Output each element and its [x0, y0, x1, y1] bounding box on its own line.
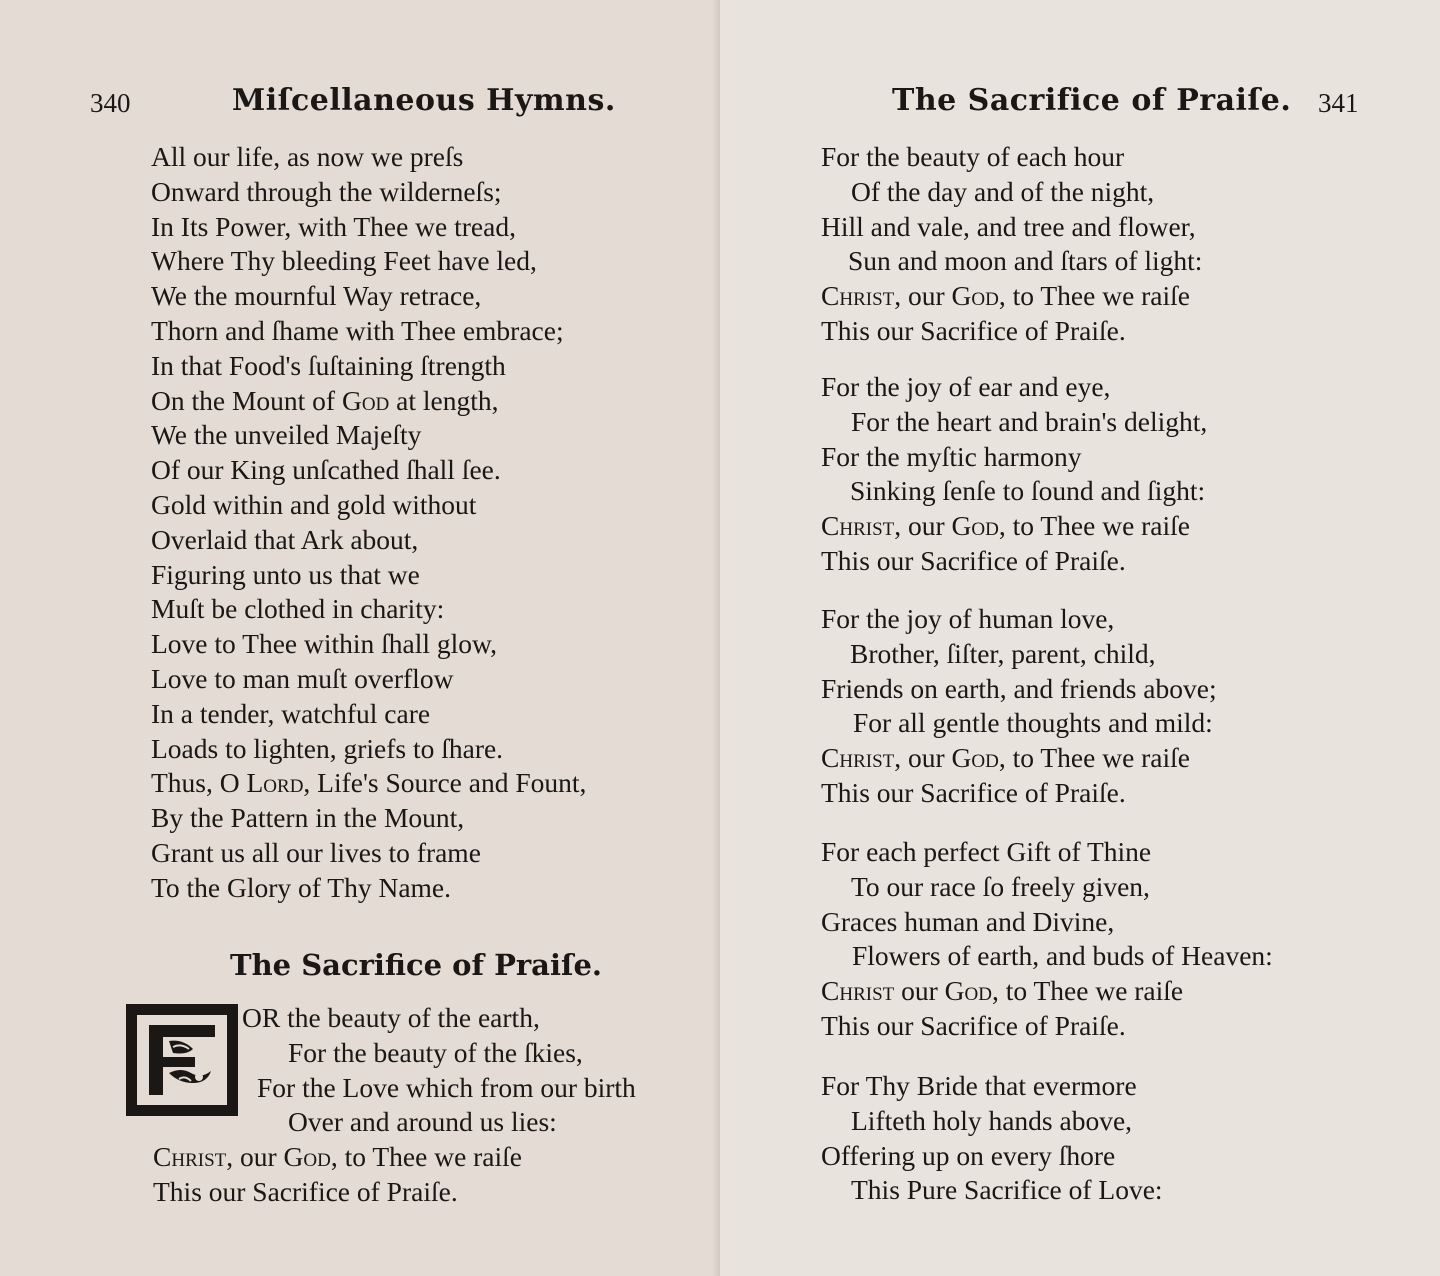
poem-line [151, 766, 586, 801]
divine-name-christ: Christ [821, 742, 895, 774]
poem-line: Of the day and of the night, [851, 175, 1155, 207]
opening-stanza-head [242, 1001, 636, 1140]
poem-line: Loads to lighten, griefs to ſhare. [151, 732, 504, 764]
poem-line: We the mournful Way retrace, [151, 280, 482, 312]
poem-line: Sinking ſenſe to ſound and ſight: [850, 475, 1206, 507]
refrain-line [821, 509, 1207, 544]
right-page [720, 0, 1440, 1276]
opening-refrain [153, 1140, 522, 1210]
divine-name-god: God [951, 742, 999, 774]
poem-line: For each perfect Gift of Thine [821, 836, 1152, 867]
poem-line [151, 384, 586, 419]
poem-line: Overlaid that Ark about, [151, 523, 419, 555]
divine-name-god: God [951, 510, 999, 542]
refrain-line [821, 974, 1273, 1009]
page-number: 340 [90, 88, 131, 118]
poem-line: In that Food's ſuſtaining ſtrength [151, 349, 506, 381]
poem-line: In a tender, watchful care [151, 697, 431, 729]
refrain-text: , to Thee we raiſe [991, 975, 1184, 1007]
poem-line: For the myſtic harmony [821, 440, 1082, 472]
poem-continuation [151, 140, 586, 906]
poem-line: We the unveiled Majeſty [151, 419, 422, 451]
divine-name-christ: Christ [821, 975, 895, 1007]
poem-line: For the joy of ear and eye, [821, 371, 1111, 402]
poem-line: Graces human and Divine, [821, 905, 1115, 937]
poem-line: Lifteth holy hands above, [851, 1104, 1133, 1136]
divine-name-christ: Christ [153, 1141, 227, 1172]
poem-line: Flowers of earth, and buds of Heaven: [852, 940, 1273, 972]
stanza [821, 370, 1207, 579]
refrain-text: , to Thee we raiſe [330, 1141, 523, 1172]
poem-line: For the joy of human love, [821, 603, 1115, 634]
divine-name-god: God [951, 280, 999, 312]
poem-line: Where Thy bleeding Feet have led, [151, 245, 537, 277]
stanza [821, 1069, 1163, 1208]
refrain-line: This our Sacrifice of Praiſe. [821, 1009, 1126, 1041]
stanza [821, 602, 1217, 811]
poem-line-text: On the Mount of [151, 384, 336, 416]
poem-line: Hill and vale, and tree and flower, [821, 210, 1196, 242]
refrain-text: , our [894, 742, 952, 774]
refrain-line: This our Sacrifice of Praiſe. [821, 314, 1126, 346]
poem-line-tail: , Life's Source and Fount, [303, 767, 587, 799]
stanza [821, 835, 1273, 1044]
refrain-text: , to Thee we raiſe [998, 280, 1191, 312]
poem-line: Friends on earth, and friends above; [821, 672, 1217, 704]
poem-line: Sun and moon and ſtars of light: [848, 245, 1203, 277]
refrain-text: , our [894, 510, 952, 542]
poem-line: Figuring unto us that we [151, 558, 420, 590]
poem-line: For Thy Bride that evermore [821, 1070, 1137, 1101]
poem-line: This Pure Sacrifice of Love: [851, 1174, 1163, 1206]
poem-line: Love to Thee within ſhall glow, [151, 628, 497, 660]
refrain-text: , to Thee we raiſe [998, 510, 1191, 542]
drop-cap-letter-f [139, 1017, 225, 1103]
poem-line: In Its Power, with Thee we tread, [151, 210, 516, 242]
poem-line: For the heart and brain's delight, [851, 405, 1208, 437]
poem-line: Of our King unſcathed ſhall ſee. [151, 454, 501, 486]
refrain-text: , our [894, 280, 952, 312]
poem-line: Gold within and gold without [151, 488, 477, 520]
running-head: Miſcellaneous Hymns. [232, 83, 616, 118]
divine-name-god: God [283, 1141, 331, 1172]
poem-line: OR the beauty of the earth, [242, 1002, 540, 1033]
poem-line: Love to man muſt overflow [151, 662, 454, 694]
refrain-line [821, 279, 1202, 314]
refrain-line: This our Sacrifice of Praiſe. [153, 1175, 458, 1207]
divine-name-god: God [341, 384, 390, 416]
refrain-text: , to Thee we raiſe [998, 742, 1191, 774]
poem-line: Grant us all our lives to frame [151, 836, 481, 868]
refrain-line [821, 741, 1217, 776]
poem-line: Offering up on every ſhore [821, 1139, 1116, 1171]
poem-line-text: Thus, O [151, 767, 240, 799]
refrain-line: This our Sacrifice of Praiſe. [821, 544, 1126, 576]
poem-line: To our race ſo freely given, [851, 870, 1150, 902]
poem-line: Thorn and ſhame with Thee embrace; [151, 314, 564, 346]
stanza [821, 140, 1202, 349]
poem-line: Brother, ſiſter, parent, child, [850, 637, 1156, 669]
poem-line: All our life, as now we preſs [151, 141, 464, 172]
poem-line: By the Pattern in the Mount, [151, 802, 465, 834]
poem-line: For the beauty of each hour [821, 141, 1125, 172]
divine-name-lord: Lord [246, 767, 304, 799]
poem-line: For all gentle thoughts and mild: [853, 707, 1213, 739]
page-number: 341 [1318, 88, 1359, 118]
refrain-text: our [894, 975, 945, 1007]
poem-line: For the beauty of the ſkies, [288, 1036, 583, 1068]
poem-line: Onward through the wilderneſs; [151, 175, 502, 207]
refrain-line: This our Sacrifice of Praiſe. [821, 776, 1126, 808]
divine-name-god: God [944, 975, 992, 1007]
poem-line-tail: at length, [389, 384, 499, 416]
divine-name-christ: Christ [821, 280, 895, 312]
poem-line: Over and around us lies: [288, 1106, 557, 1138]
poem-line: For the Love which from our birth [257, 1071, 636, 1103]
poem-line: To the Glory of Thy Name. [151, 871, 452, 903]
section-title: The Sacrifice of Praiſe. [230, 948, 603, 982]
running-head: The Sacrifice of Praiſe. [892, 83, 1292, 118]
poem-line: Muſt be clothed in charity: [151, 593, 445, 625]
divine-name-christ: Christ [821, 510, 895, 542]
refrain-line [153, 1140, 522, 1175]
refrain-text: , our [226, 1141, 284, 1172]
drop-cap [126, 1004, 238, 1116]
